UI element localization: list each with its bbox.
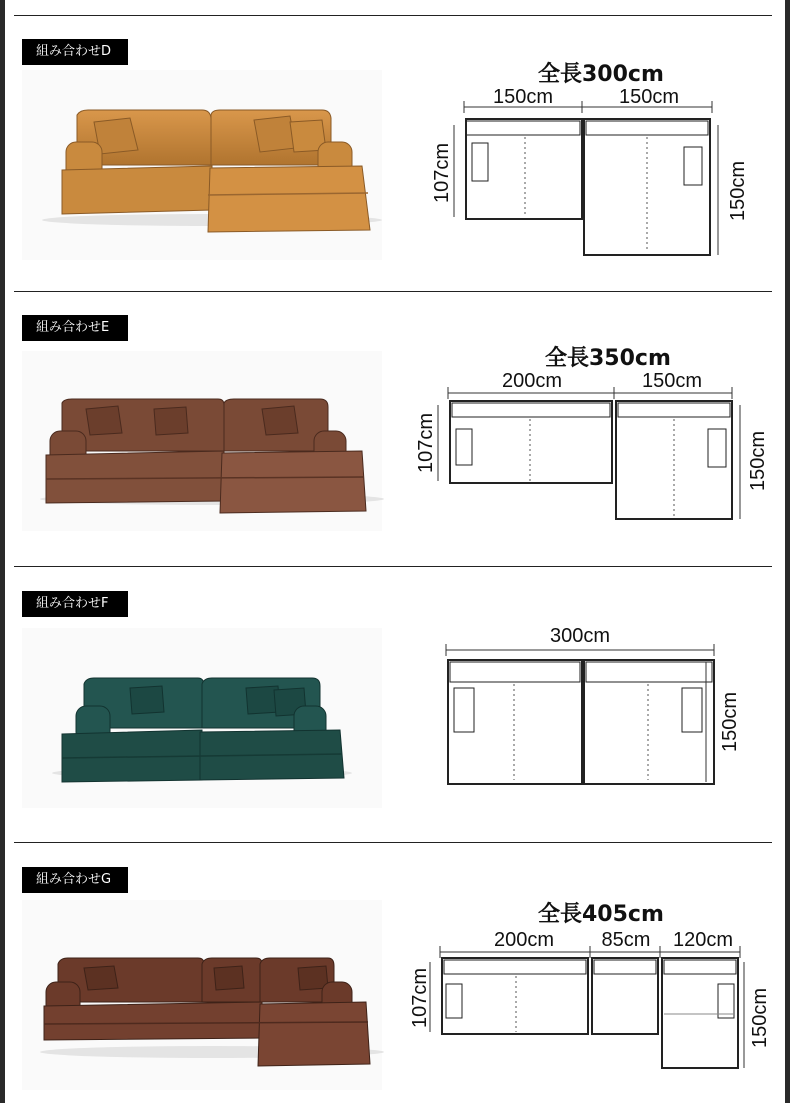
width-label-1: 200cm bbox=[493, 929, 555, 951]
chaise-depth-label: 150cm bbox=[749, 987, 771, 1049]
sofa-photo bbox=[22, 628, 382, 808]
width-label-1: 150cm bbox=[492, 86, 554, 108]
width-label-2: 150cm bbox=[641, 370, 703, 392]
sofa-photo bbox=[22, 70, 382, 260]
depth-label: 107cm bbox=[431, 142, 453, 204]
chaise-depth-label: 150cm bbox=[727, 160, 749, 222]
sofa-image-f bbox=[22, 628, 382, 808]
total-length: 全長405cm bbox=[538, 902, 664, 927]
dimension-diagram-e bbox=[410, 363, 769, 563]
combo-f-section bbox=[0, 566, 790, 842]
combo-label: 組み合わせF bbox=[22, 591, 128, 617]
combo-label: 組み合わせG bbox=[22, 867, 128, 893]
width-label-3: 120cm bbox=[672, 929, 734, 951]
sofa-image-d bbox=[22, 70, 382, 260]
total-length: 全長300cm bbox=[538, 62, 664, 87]
width-label-1: 300cm bbox=[549, 625, 611, 647]
width-label-2: 85cm bbox=[601, 929, 651, 951]
total-length: 全長350cm bbox=[545, 346, 671, 371]
depth-label: 107cm bbox=[415, 412, 437, 474]
combo-e-section bbox=[0, 291, 790, 566]
combo-label: 組み合わせD bbox=[22, 39, 128, 65]
sofa-photo bbox=[22, 900, 382, 1090]
chaise-depth-label: 150cm bbox=[747, 430, 769, 492]
sofa-image-e bbox=[22, 351, 382, 531]
sofa-photo bbox=[22, 351, 382, 531]
depth-label: 150cm bbox=[719, 691, 741, 753]
sofa-image-g bbox=[22, 900, 382, 1090]
combo-d-section bbox=[0, 15, 790, 291]
combo-g-section bbox=[0, 842, 790, 1103]
dimension-diagram-g bbox=[400, 922, 771, 1102]
width-label-2: 150cm bbox=[618, 86, 680, 108]
width-label-1: 200cm bbox=[501, 370, 563, 392]
depth-label: 107cm bbox=[409, 967, 431, 1029]
dimension-diagram-d bbox=[428, 85, 748, 285]
combo-label: 組み合わせE bbox=[22, 315, 128, 341]
dimension-diagram-f bbox=[430, 616, 750, 816]
